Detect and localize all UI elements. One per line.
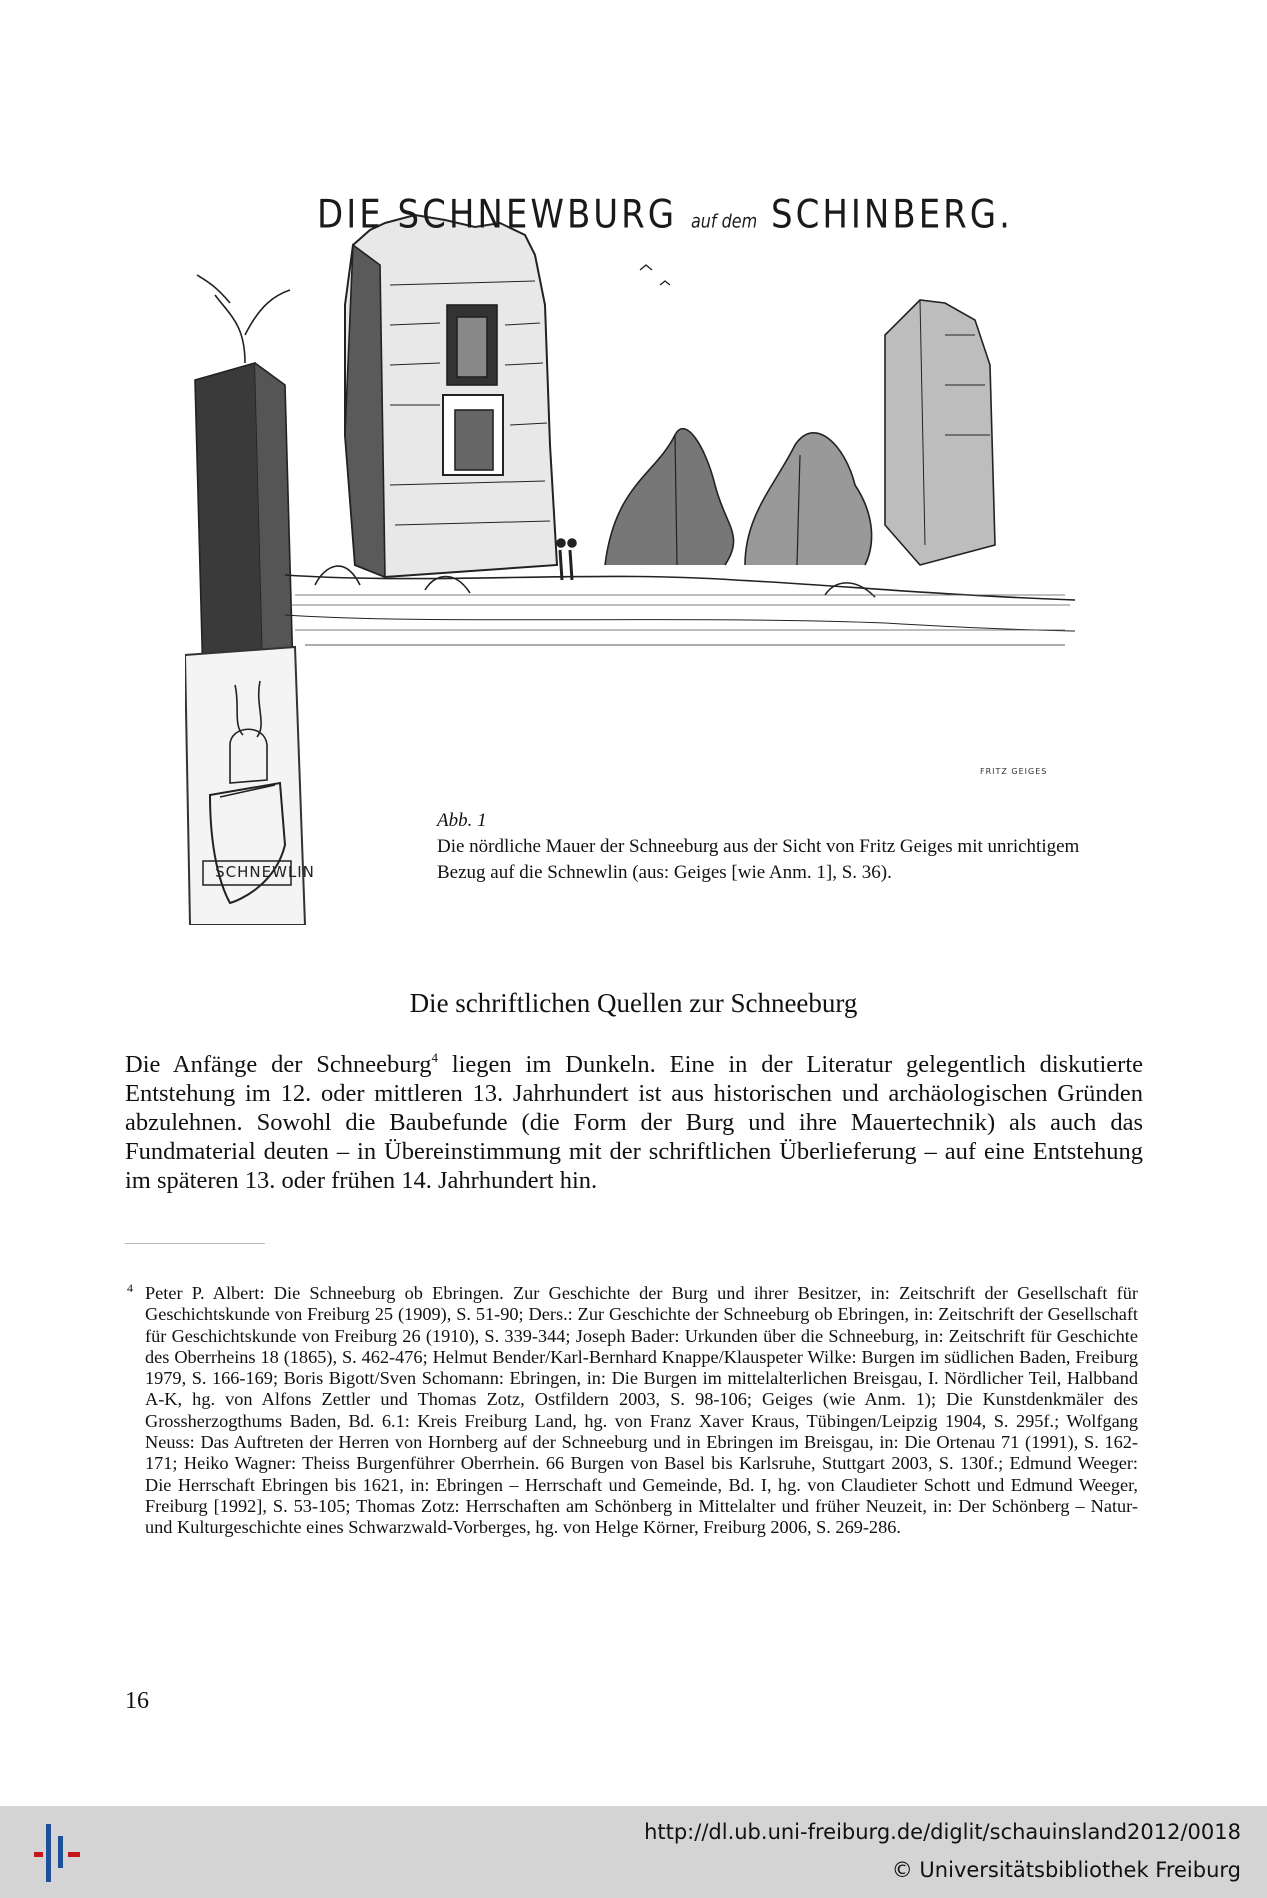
illustration-title-part-1: DIE SCHNEWBURG — [317, 192, 678, 238]
footer-bar — [0, 1806, 1267, 1898]
plaque-label: SCHNEWLIN — [215, 863, 315, 881]
footnote — [127, 1281, 1138, 1539]
illustration-title-part-2: SCHINBERG. — [771, 192, 1013, 238]
copyright-notice: © Universitätsbibliothek Freiburg — [891, 1858, 1241, 1882]
body-text-start: Die Anfänge der Schneeburg — [125, 1051, 432, 1078]
footnote-reference[interactable]: 4 — [431, 1050, 438, 1065]
footnote-number: 4 — [127, 1281, 133, 1295]
section-heading: Die schriftlichen Quellen zur Schneeburg — [409, 988, 858, 1018]
body-paragraph — [125, 1050, 1143, 1195]
artist-signature: FRITZ GEIGES — [980, 767, 1048, 776]
ub-freiburg-logo-icon[interactable] — [32, 1818, 84, 1888]
body-text-rest: liegen im Dunkeln. Eine in der Literatur gelegentlich diskutierte Entstehung im 12. oder mittleren 13. Jahrhundert ist aus historischen und archäologischen Gründen abzulehnen. Sowohl die Baubefunde (die Form der Burg und ihre Mauertechnik) als auch das Fundmaterial deuten – in Übereinstimmung mit der schriftlichen Überlieferung – auf eine Entstehung im späteren 13. oder frühen 14. Jahrhundert hin. — [125, 1051, 1143, 1194]
figure-caption — [437, 808, 1097, 886]
footnote-text: Peter P. Albert: Die Schneeburg ob Ebringen. Zur Geschichte der Burg und ihrer Besitzer, in: Zeitschrift der Gesellschaft für Geschichtskunde von Freiburg 25 (1909), S. 51-90; Ders.: Zur Geschichte der Schneeburg ob Ebringen, in: Zeitschrift der Gesellschaft für Geschichtskunde von Freiburg 26 (1910), S. 339-344; Joseph Bader: Urkunden über die Schneeburg, in: Zeitschrift für Geschichte des Oberrheins 18 (1865), S. 462-476; Helmut Bender/Karl-Bernhard Knappe/Klauspeter Wilke: Burgen im südlichen Baden, Freiburg 1979, S. 166-169; Boris Bigott/Sven Schomann: Ebringen, in: Die Burgen im mittelalterlichen Breisgau, I. Nördlicher Teil, Halbband A-K, hg. von Alfons Zettler und Thomas Zotz, Ostfildern 2003, S. 98-106; Geiges (wie Anm. 1); Die Kunstdenkmäler des Grossherzogthums Baden, Bd. 6.1: Kreis Freiburg Land, hg. von Franz Xaver Kraus, Tübingen/Leipzig 1904, S. 295f.; Wolfgang Neuss: Das Auftreten der Herren von Hornberg auf der Schneeburg und in Ebringen im Breisgau, in: Die Ortenau 71 (1991), S. 162-171; Heiko Wagner: Theiss Burgenführer Oberrhein. 66 Burgen von Basel bis Karlsruhe, Stuttgart 2003, S. 130f.; Edmund Weeger: Die Herrschaft Ebringen bis 1621, in: Ebringen – Herrschaft und Gemeinde, Bd. I, hg. von Claudieter Schott und Edmund Weeger, Freiburg [1992], S. 53-105; Thomas Zotz: Herrschaften am Schönberg in Mittelalter und früher Neuzeit, in: Der Schönberg – Natur- und Kulturgeschichte eines Schwarzwald-Vorberges, hg. von Helge Körner, Freiburg 2006, S. 269-286. — [145, 1283, 1138, 1538]
figure-caption-text: Die nördliche Mauer der Schneeburg aus der Sicht von Fritz Geiges mit unrichtigem Bezug auf die Schnewlin (aus: Geiges [wie Anm. 1], S. 36). — [437, 836, 1080, 883]
illustration-title-small: auf dem — [690, 210, 758, 233]
illustration-title — [315, 192, 1015, 238]
document-url[interactable]: http://dl.ub.uni-freiburg.de/diglit/schauinsland2012/0018 — [644, 1820, 1241, 1844]
footnote-divider — [125, 1243, 265, 1244]
page-number: 16 — [125, 1688, 149, 1714]
figure-label: Abb. 1 — [437, 810, 487, 831]
